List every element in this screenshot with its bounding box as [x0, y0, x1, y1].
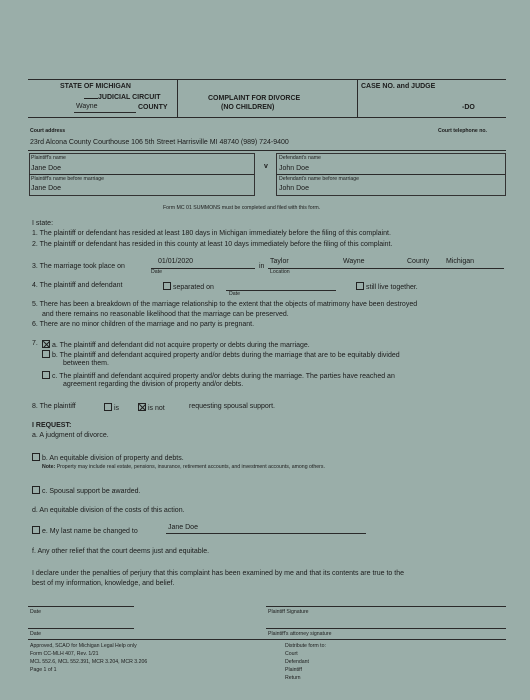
request-f: f. Any other relief that the court deems just and equitable.: [32, 548, 210, 555]
footer-approved: Approved, SCAO for Michigan Legal Help only: [30, 643, 137, 649]
statement-7c-line2: agreement regarding the division of property and/or debts.: [63, 381, 244, 388]
marriage-city: Taylor: [270, 258, 289, 265]
sig1-line: [266, 606, 506, 607]
still-together-option[interactable]: still live together.: [356, 282, 418, 291]
statement-2: 2. The plaintiff or defendant has resided in this county at least 10 days immediately before the filing of this complaint.: [32, 241, 393, 248]
case-no-value: -DO: [462, 104, 475, 111]
plaintiff-name: Jane Doe: [31, 165, 61, 172]
statement-7a[interactable]: a. The plaintiff and defendant did not acquire property or debts during the marriage.: [42, 340, 310, 349]
distribute-court: Court: [285, 651, 298, 657]
name-change-value: Jane Doe: [168, 524, 198, 531]
marriage-date: 01/01/2020: [158, 258, 194, 265]
request-c[interactable]: c. Spousal support be awarded.: [32, 486, 140, 495]
distribute-plaintiff: Plaintiff: [285, 667, 302, 673]
footer-statutes: MCL 552.6, MCL 552.391, MCR 3.204, MCR 3.206: [30, 659, 148, 665]
circuit-label: JUDICIAL CIRCUIT: [84, 94, 160, 101]
county-label: COUNTY: [138, 104, 168, 111]
marriage-county: Wayne: [343, 258, 365, 265]
request-a: a. A judgment of divorce.: [32, 432, 109, 439]
request-b[interactable]: b. An equitable division of property and debts.: [32, 453, 184, 462]
defendant-before-name: John Doe: [279, 185, 309, 192]
distribute-defendant: Defendant: [285, 659, 309, 665]
name-change-line: [166, 533, 366, 534]
statement-5-line2: and there remains no reasonable likelihood that the marriage can be preserved.: [42, 311, 289, 318]
still-together-checkbox[interactable]: [356, 282, 364, 290]
separated-date-line: [226, 290, 336, 291]
defendant-box-divider: [276, 174, 505, 175]
distribute-label: Distribute form to:: [285, 643, 326, 649]
distribute-return: Return: [285, 675, 301, 681]
spousal-isnot-checkbox[interactable]: [138, 403, 146, 411]
statement-8-suffix: requesting spousal support.: [189, 403, 275, 410]
marriage-date-label: Date: [151, 269, 162, 275]
separated-date-label: Date: [229, 291, 240, 297]
plaintiff-box-divider: [29, 174, 254, 175]
footer-form-no: Form CC-MLH 407, Rev. 1/21: [30, 651, 99, 657]
marriage-location-line: [268, 268, 504, 269]
request-heading: I REQUEST:: [32, 422, 72, 429]
defendant-before-label: Defendant's name before marriage: [279, 176, 360, 182]
request-d: d. An equitable division of the costs of this action.: [32, 507, 185, 514]
court-address: 23rd Alcona County Courthouse 106 5th Street Harrisville MI 48740 (989) 724-9400: [30, 139, 289, 146]
statement-5-line1: 5. There has been a breakdown of the marriage relationship to the extent that the objects of matrimony have been destroyed: [32, 301, 418, 308]
in-label: in: [259, 263, 265, 270]
spousal-is-checkbox[interactable]: [104, 403, 112, 411]
i-state-label: I state:: [32, 220, 54, 227]
separated-option[interactable]: separated on: [163, 282, 214, 291]
statement-7b-line2: between them.: [63, 360, 109, 367]
statement-6: 6. There are no minor children of the marriage and no party is pregnant.: [32, 321, 255, 328]
property-none-checkbox[interactable]: [42, 340, 50, 348]
spousal-isnot-option[interactable]: is not: [138, 403, 165, 412]
date1-label: Date: [30, 609, 41, 615]
request-b-note: Note: Property may include real estate, pensions, insurance, retirement accounts, and investment accounts, among others.: [42, 464, 325, 470]
request-e[interactable]: e. My last name be changed to: [32, 526, 138, 535]
statement-7b[interactable]: b. The plaintiff and defendant acquired property and/or debts during the marriage that are to be equitably divided: [42, 350, 400, 359]
statement-7-num: 7.: [32, 340, 38, 347]
marriage-location-label: Location: [270, 269, 290, 275]
spousal-support-checkbox[interactable]: [32, 486, 40, 494]
spousal-is-option[interactable]: is: [104, 403, 119, 412]
plaintiff-before-name: Jane Doe: [31, 185, 61, 192]
form-subtitle: (NO CHILDREN): [221, 104, 275, 111]
form-title: COMPLAINT FOR DIVORCE: [208, 95, 301, 102]
statement-8-prefix: 8. The plaintiff: [32, 403, 76, 410]
plaintiff-signature-label: Plaintiff Signature: [268, 609, 309, 615]
footer-page: Page 1 of 1: [30, 667, 57, 673]
court-phone-label: Court telephone no.: [438, 128, 487, 134]
plaintiff-before-label: Plaintiff's name before marriage: [31, 176, 104, 182]
attorney-signature-label: Plaintiff's attorney signature: [268, 631, 332, 637]
marriage-date-line: [151, 268, 255, 269]
declaration-line1: I declare under the penalties of perjury that this complaint has been examined by me and that its contents are true to the: [32, 570, 404, 577]
court-rule: [28, 150, 506, 151]
statement-4: 4. The plaintiff and defendant: [32, 282, 123, 289]
statement-3-prefix: 3. The marriage took place on: [32, 263, 125, 270]
defendant-name-label: Defendant's name: [279, 155, 321, 161]
equitable-division-checkbox[interactable]: [32, 453, 40, 461]
summons-note: Form MC 01 SUMMONS must be completed and filed with this form.: [163, 205, 321, 211]
marriage-state: Michigan: [446, 258, 475, 265]
plaintiff-name-label: Plaintiff's name: [31, 155, 66, 161]
county-value: Wayne: [76, 103, 98, 110]
date1-line: [28, 606, 134, 607]
declaration-line2: best of my information, knowledge, and belief.: [32, 580, 175, 587]
header-divider-2: [357, 79, 358, 117]
property-agreement-checkbox[interactable]: [42, 371, 50, 379]
statement-1: 1. The plaintiff or defendant has resided at least 180 days in Michigan immediately before the filing of this complaint.: [32, 230, 391, 237]
header-divider-1: [177, 79, 178, 117]
versus-label: v: [264, 163, 268, 170]
header-top-rule: [28, 79, 506, 80]
date2-label: Date: [30, 631, 41, 637]
sig2-line: [266, 628, 506, 629]
date2-line: [28, 628, 134, 629]
statement-7c[interactable]: c. The plaintiff and defendant acquired property and/or debts during the marriage. The parties have reached an: [42, 371, 395, 380]
header-bottom-rule: [28, 117, 506, 118]
separated-checkbox[interactable]: [163, 282, 171, 290]
state-label: STATE OF MICHIGAN: [60, 83, 131, 90]
case-no-label: CASE NO. and JUDGE: [361, 83, 436, 90]
court-address-label: Court address: [30, 128, 66, 134]
footer-rule: [28, 639, 506, 640]
marriage-county-label: County: [407, 258, 430, 265]
county-underline: [74, 112, 136, 113]
defendant-name: John Doe: [279, 165, 309, 172]
property-divide-checkbox[interactable]: [42, 350, 50, 358]
name-change-checkbox[interactable]: [32, 526, 40, 534]
